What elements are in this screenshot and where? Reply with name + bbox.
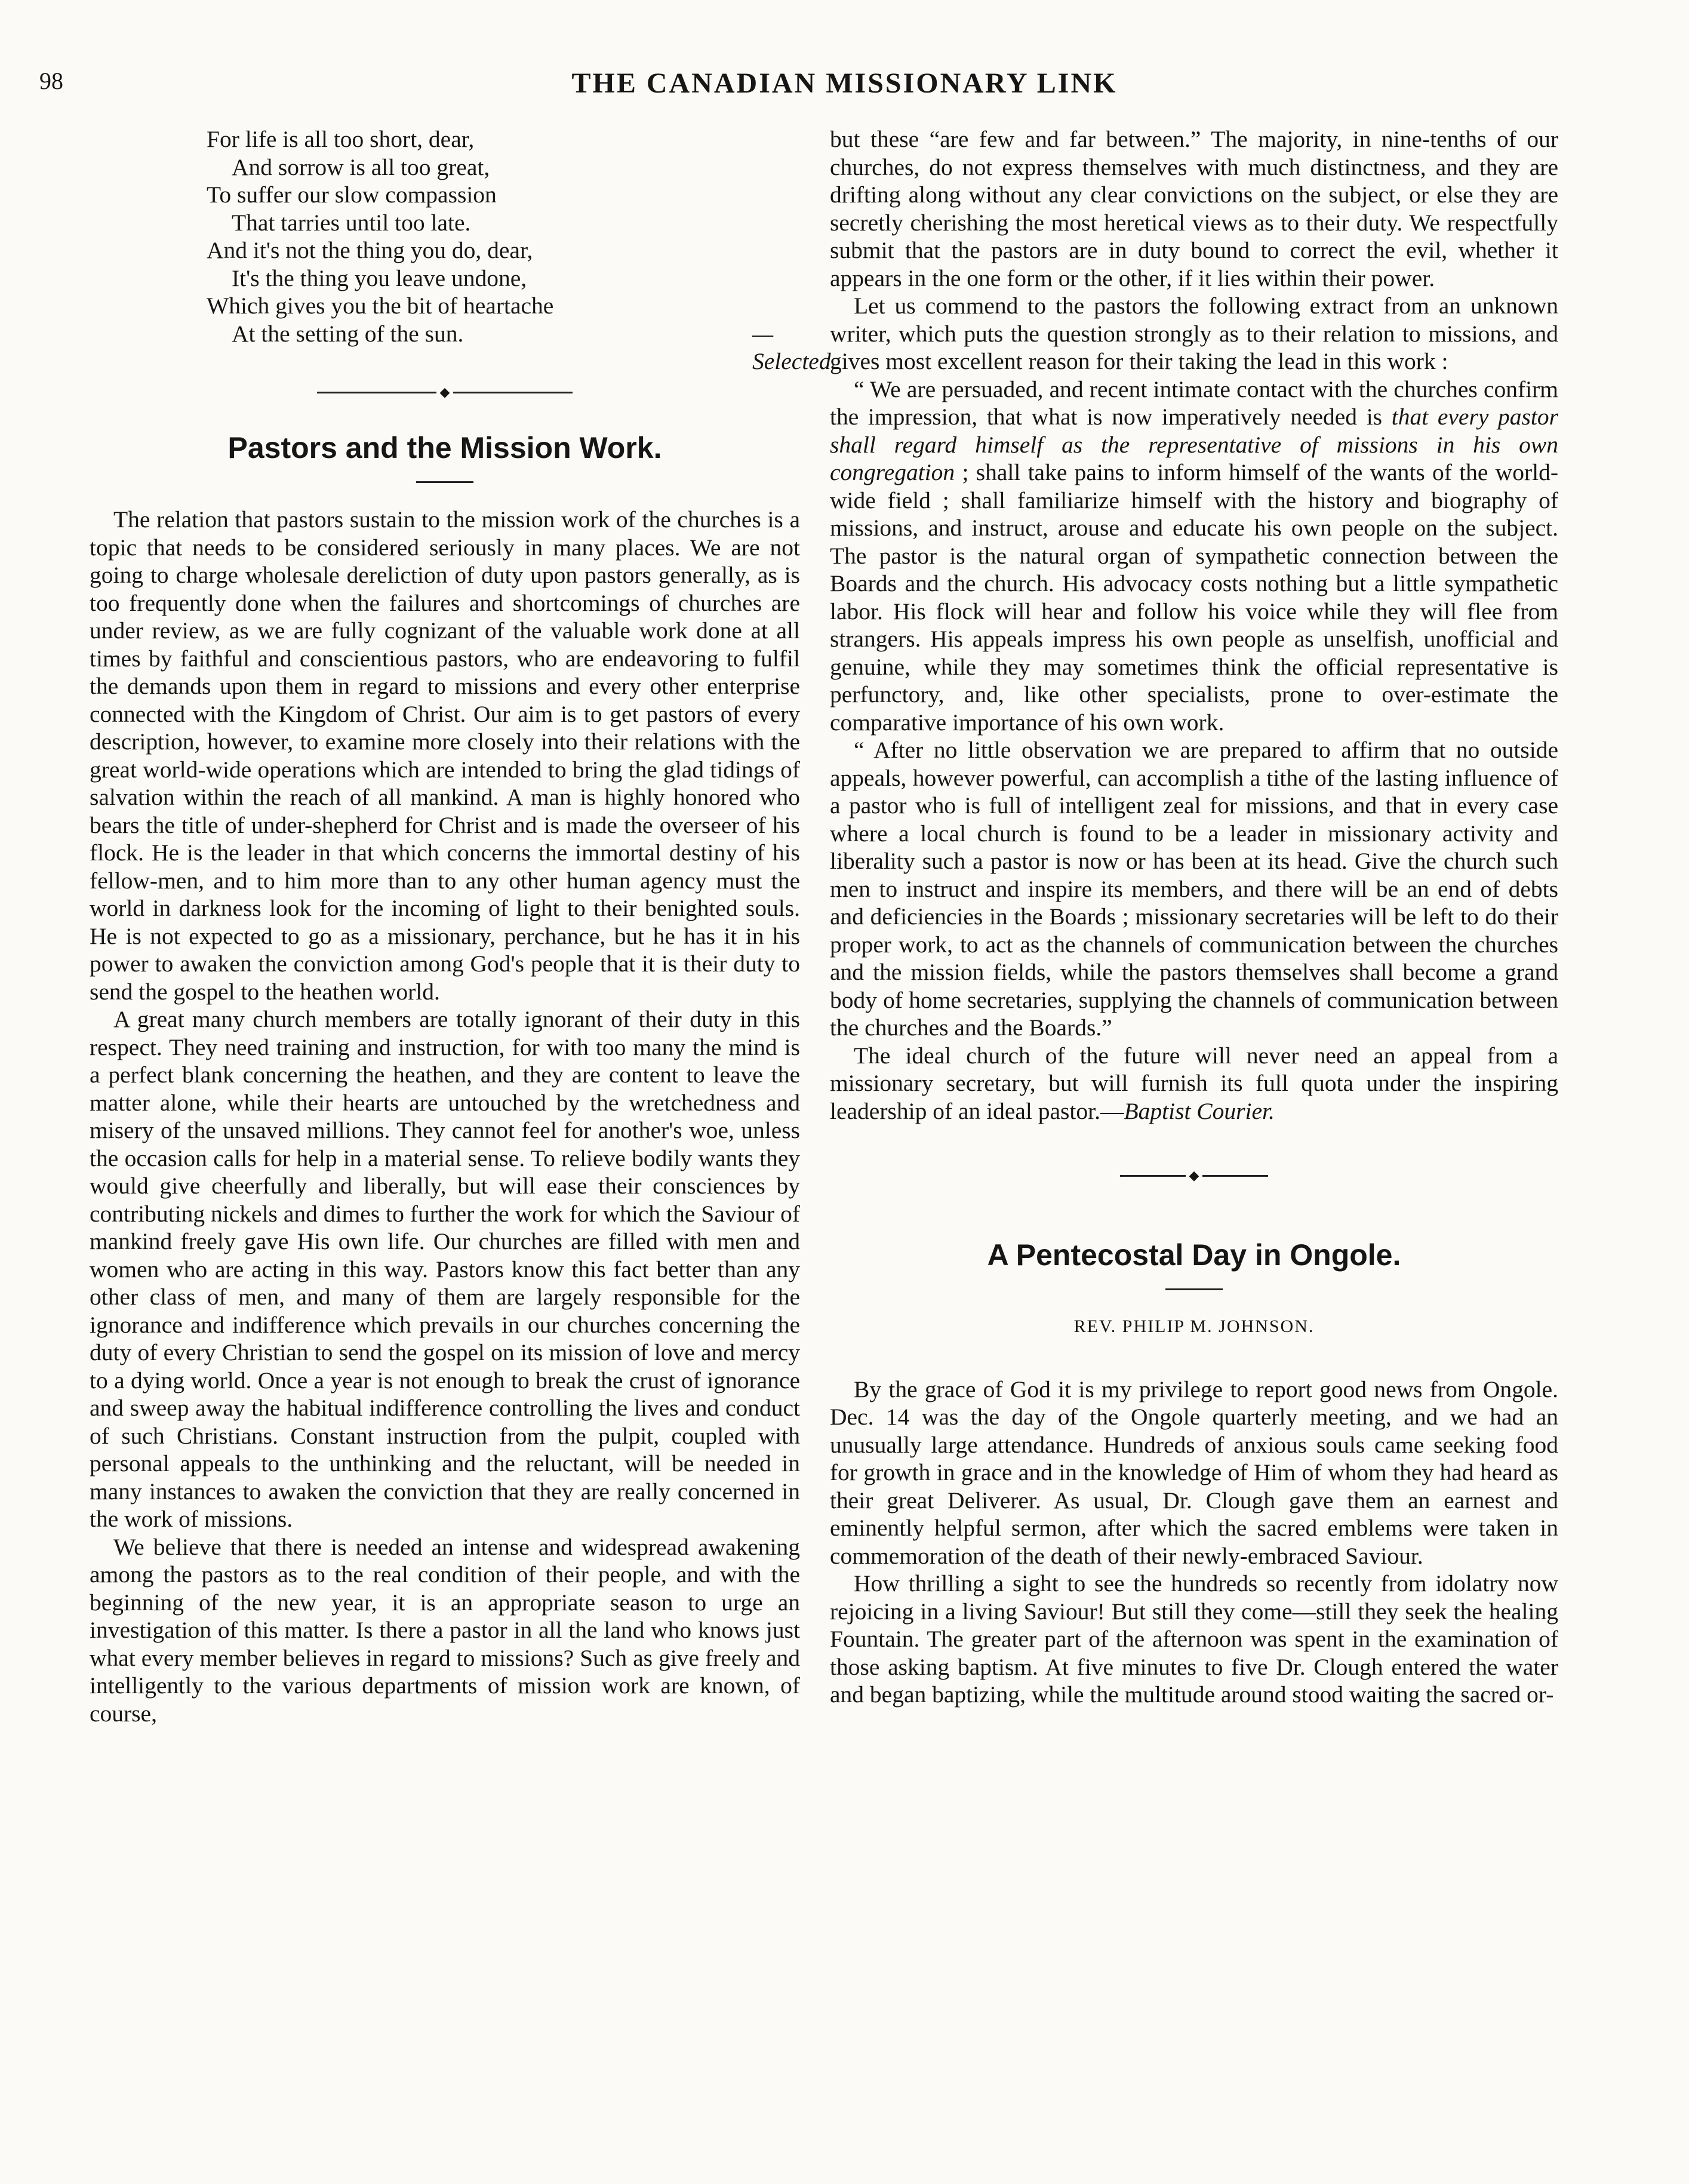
title-rule — [1165, 1288, 1223, 1290]
poem-line: And it's not the thing you do, dear, — [207, 237, 533, 263]
source-credit: Baptist Courier. — [1124, 1097, 1275, 1124]
article-paragraph: How thrilling a sight to see the hundreds so recently from idolatry now rejoicing in a living Saviour! But still they come—still they seek the healing Fountain. The greater part of the afternoon was spent in the examination of those asking baptism. At five minutes to five Dr. Clough entered the water and began baptizing, while the multitude around stood waiting the sacred or- — [830, 1570, 1558, 1708]
title-rule — [416, 481, 473, 483]
byline: REV. PHILIP M. JOHNSON. — [1073, 1316, 1315, 1337]
poem-line: Which gives you the bit of heartache — [207, 293, 554, 319]
article-title: A Pentecostal Day in Ongole. — [987, 1238, 1401, 1272]
poem-line: For life is all too short, dear, — [207, 126, 475, 152]
poem-line: That tarries until too late. — [232, 209, 471, 236]
poem-line: And sorrow is all too great, — [232, 153, 490, 180]
section-divider: ◆ — [90, 383, 800, 400]
poem-line: It's the thing you leave undone, — [232, 264, 527, 291]
running-title: THE CANADIAN MISSIONARY LINK — [571, 67, 1118, 99]
poem-line — [90, 320, 837, 374]
article-title: Pastors and the Mission Work. — [227, 431, 662, 465]
article-paragraph: Let us commend to the pastors the following extract from an unknown writer, which puts the question strongly as to their relation to missions, and gives most excellent reason for their taking the lead in this work : — [830, 293, 1558, 374]
poem — [90, 125, 837, 374]
article-paragraph: The relation that pastors sustain to the mission work of the churches is a topic that needs to be considered seriously in many places. We are not going to charge wholesale dereliction of duty upon pastors generally, as is too frequently done when the failures and shortcomings of churches are under review, as we are fully cognizant of the valuable work done at all times by faithful and conscientious pastors, who are endeavoring to fulfil the demands upon them in regard to missions and every other enterprise connected with the Kingdom of Christ. Our aim is to get pastors of every description, however, to examine more closely into their relations with the great world-wide operations which are intended to bring the glad tidings of salvation within the reach of all mankind. A man is highly honored who bears the title of under-shepherd for Christ and is made the overseer of his flock. He is the leader in that which concerns the immortal destiny of his fellow-men, and to him more than to any other human agency must the world in darkness look for the incoming of light to their benighted souls. He is not expected to go as a missionary, perchance, but he has it in his power to awaken the conviction among God's people that it is their duty to send the gospel to the heathen world. — [90, 506, 800, 1005]
closing-text: The ideal church of the future will never need an appeal from a missionary secretary, but will furnish its full quota under the inspiring leadership of an ideal pastor.— — [830, 1042, 1558, 1124]
quoted-paragraph — [830, 376, 1558, 737]
quote-text: “ We are persuaded, and recent intimate contact with the churches confirm the impression, that what is now imperatively needed is — [830, 376, 1558, 430]
article-paragraph: A great many church members are totally ignorant of their duty in this respect. They need training and instruction, for with too many the mind is a perfect blank concerning the heathen, and they are content to leave the matter alone, while their hearts are untouched by the wretchedness and misery of the unsaved millions. They cannot feel for another's woe, unless the occasion calls for help in a material sense. To relieve bodily wants they would give cheerfully and liberally, but will ease their consciences by contributing nickels and dimes to further the work for which the Saviour of mankind freely gave His own life. Our churches are filled with men and women who are acting in this way. Pastors know this fact better than any other class of men, and many of them are largely responsible for the ignorance and indifference which prevails in our churches concerning the duty of every Christian to send the gospel on its mission of love and mercy to a dying world. Once a year is not enough to break the crust of ignorance and sweep away the habitual indifference controlling the lives and conduct of such Christians. Constant instruction from the pulpit, coupled with personal appeals to the unthinking and the reluctant, will be needed in many instances to awaken the conviction that they are really concerned in the work of missions. — [90, 1006, 800, 1533]
article-paragraph: but these “are few and far between.” The majority, in nine-tenths of our churches, do not express themselves with much distinctness, and they are drifting along without any clear convictions on the subject, or else they are secretly cherishing the most heretical views as to their duty. We respectfully submit that the pastors are in duty bound to correct the evil, whether it appears in the one form or the other, if it lies within their power. — [830, 126, 1558, 291]
article-paragraph: We believe that there is needed an intense and widespread awakening among the pastors as to the real condition of their people, and with the beginning of the new year, it is an appropriate season to urge an investigation of this matter. Is there a pastor in all the land who knows just what every member believes in regard to missions? Such as give freely and intelligently to the various departments of mission work are known, of course, — [90, 1533, 800, 1727]
article-paragraph: By the grace of God it is my privilege to report good news from Ongole. Dec. 14 was the day of the Ongole quarterly meeting, and we had an unusually large attendance. Hundreds of anxious souls came seeking food for growth in grace and in the knowledge of Him of whom they had heard as their great Deliverer. As usual, Dr. Clough gave them an earnest and eminently helpful sermon, after which the sacred emblems were taken in commemoration of the death of their newly-embraced Saviour. — [830, 1376, 1558, 1569]
section-divider: ◆ — [830, 1167, 1558, 1183]
poem-line: To suffer our slow compassion — [207, 182, 497, 208]
right-column — [830, 125, 1558, 1709]
quote-text: ; shall take pains to inform himself of the wants of the world-wide field ; shall familiarize himself with the history and biography of missions, and instruct, arouse and educate his own people on the subject. The pastor is the natural organ of sympathetic connection between the Boards and the church. His advocacy costs nothing but a little sympathetic labor. His flock will hear and follow his voice while they will flee from strangers. His appeals impress his own people as unselfish, unofficial and genuine, while they may sometimes think the official representative is perfunctory, and, like other specialists, prone to over-estimate the comparative importance of his own work. — [830, 459, 1558, 736]
quoted-paragraph: “ After no little observation we are prepared to affirm that no outside appeals, however powerful, can accomplish a tithe of the lasting influence of a pastor who is full of intelligent zeal for missions, and that in every case where a local church is found to be a leader in missionary activity and liberality such a pastor is now or has been at its head. Give the church such men to instruct and inspire its members, and there will be an end of debts and deficiencies in the Boards ; missionary secretaries will be left to do their proper work, to act as the channels of communication between the churches and the mission fields, while the pastors themselves shall become a grand body of home secretaries, supplying the channels of communication between the churches and the Boards.” — [830, 737, 1558, 1041]
poem-line-text: At the setting of the sun. — [232, 320, 464, 347]
page-number: 98 — [39, 67, 63, 94]
poem-attribution: —Selected. — [752, 320, 837, 374]
article-paragraph — [830, 1042, 1558, 1125]
quote-emphasis: that every pastor shall regard himself as the representative of missions in his own congregation — [830, 404, 1558, 485]
left-column — [90, 125, 837, 1727]
